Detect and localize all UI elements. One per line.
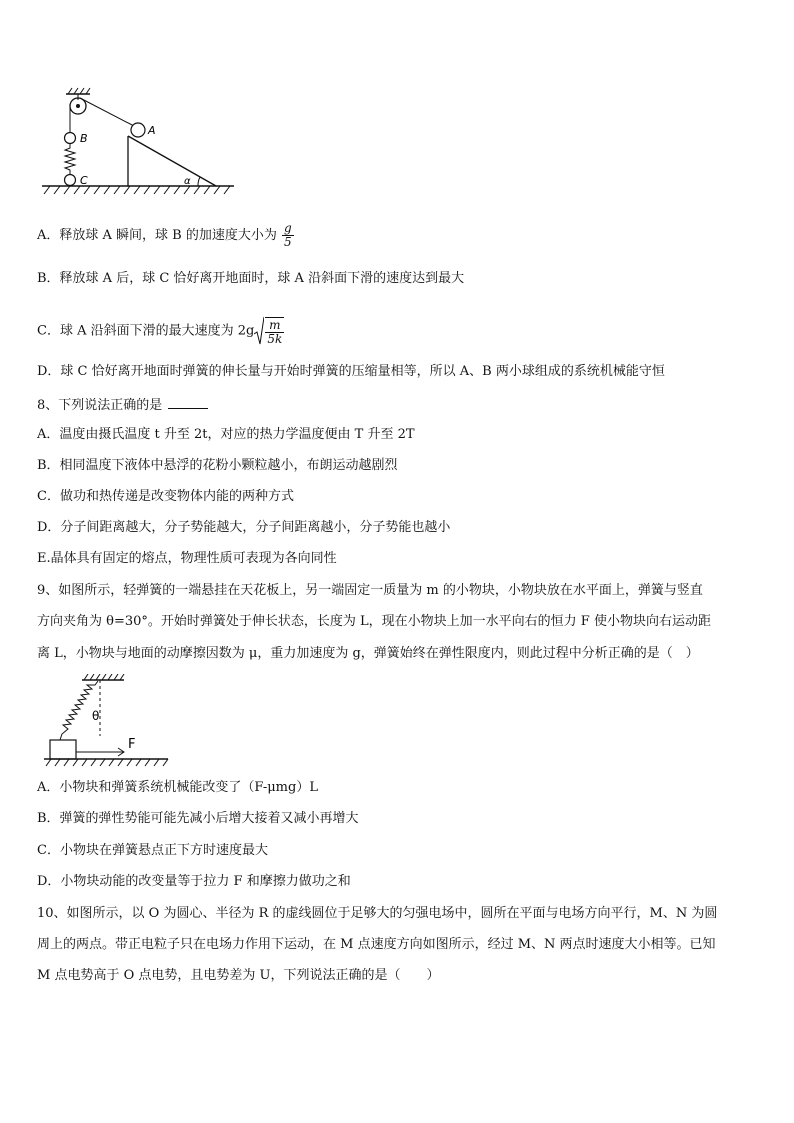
q9-option-d: D．小物块动能的改变量等于拉力 F 和摩擦力做功之和 (37, 874, 351, 889)
q9-option-a: A．小物块和弹簧系统机械能改变了（F-μmg）L (37, 780, 318, 795)
q8-option-b: B．相同温度下液体中悬浮的花粉小颗粒越小，布朗运动越剧烈 (37, 458, 398, 473)
label-b: B (80, 132, 88, 145)
q8-option-e: E.晶体具有固定的熔点，物理性质可表现为各向同性 (37, 551, 337, 566)
q9-stem-line2: 方向夹角为 θ=30°。开始时弹簧处于伸长状态，长度为 L，现在小物块上加一水平向右的恒力 F 使小物块向右运动距 (37, 614, 711, 629)
spring-block-figure (40, 674, 175, 769)
q7-option-c: C．球 A 沿斜面下滑的最大速度为 2g $\frac{m}{5k}$ (37, 316, 285, 346)
q9-option-b: B．弹簧的弹性势能可能先减小后增大接着又减小再增大 (37, 811, 359, 826)
q8-option-d: D．分子间距离越大，分子势能越大，分子间距离越小，分子势能也越小 (37, 520, 451, 535)
label-f: F (128, 737, 136, 752)
q7-option-d: D．球 C 恰好离开地面时弹簧的伸长量与开始时弹簧的压缩量相等，所以 A、B 两小球组成的系统机械能守恒 (37, 364, 665, 379)
q8-option-a: A．温度由摄氏温度 t 升至 2t，对应的热力学温度便由 T 升至 2T (37, 427, 415, 442)
q8-stem: 8、下列说法正确的是 (37, 396, 208, 414)
fraction-g-over-5: $\frac{g}{5}$ (284, 221, 292, 249)
q9-stem-line1: 9、如图所示，轻弹簧的一端悬挂在天花板上，另一端固定一质量为 m 的小物块，小物块放在水平面上，弹簧与竖直 (37, 583, 703, 598)
q10-stem-line3: M 点电势高于 O 点电势，且电势差为 U，下列说法正确的是（ ） (37, 968, 440, 983)
answer-blank (168, 396, 208, 409)
label-c: C (80, 174, 88, 187)
sqrt-m-over-5k: $\frac{m}{5k}$ (254, 316, 285, 346)
label-alpha: α (184, 176, 191, 187)
label-theta: θ (92, 709, 100, 723)
q8-option-c: C．做功和热传递是改变物体内能的两种方式 (37, 489, 294, 504)
q10-stem-line2: 周上的两点。带正电粒子只在电场力作用下运动，在 M 点速度方向如图所示，经过 M、N 两点时速度大小相等。已知 (37, 937, 716, 952)
q7-option-a: A．释放球 A 瞬间，球 B 的加速度大小为 $\frac{g}{5}$ (37, 221, 292, 249)
q7-option-b: B．释放球 A 后，球 C 恰好离开地面时，球 A 沿斜面下滑的速度达到最大 (37, 271, 465, 286)
label-a: A (148, 124, 156, 137)
q9-stem-line3: 离 L，小物块与地面的动摩擦因数为 μ，重力加速度为 g，弹簧始终在弹性限度内，则此过程中分析正确的是（ ） (37, 646, 699, 661)
q9-option-c: C．小物块在弹簧悬点正下方时速度最大 (37, 843, 268, 858)
pulley-incline-figure (38, 86, 238, 196)
q10-stem-line1: 10、如图所示，以 O 为圆心、半径为 R 的虚线圆位于足够大的匀强电场中，圆所在平面与电场方向平行，M、N 为圆 (37, 906, 718, 921)
